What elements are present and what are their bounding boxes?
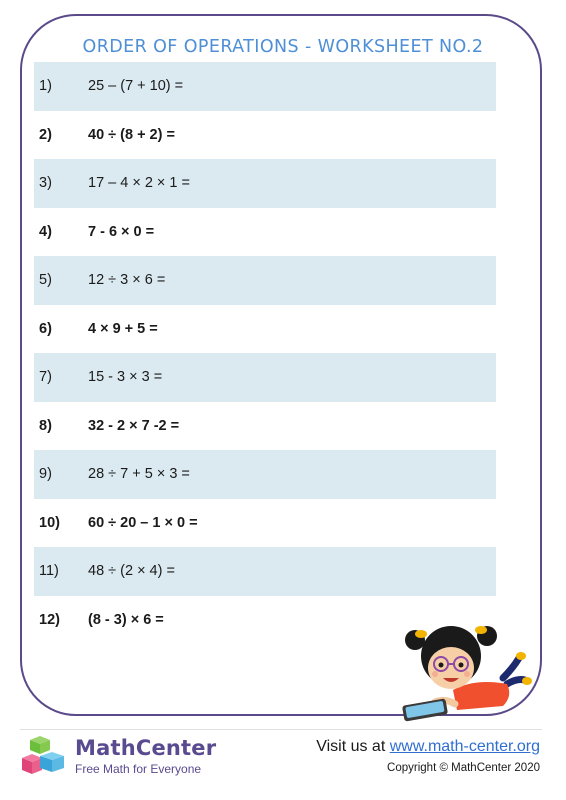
problem-row-2 [34, 111, 496, 160]
problem-number: 10) [39, 514, 60, 531]
problem-number: 2) [39, 126, 52, 143]
visit-line [316, 738, 540, 756]
problem-expression: 40 ÷ (8 + 2) = [88, 126, 175, 143]
problem-number: 1) [39, 78, 52, 95]
brand-tagline: Free Math for Everyone [75, 762, 202, 776]
problem-expression: 7 - 6 × 0 = [88, 223, 155, 240]
problem-expression: (8 - 3) × 6 = [88, 611, 164, 628]
problem-row-7 [34, 353, 496, 402]
problem-number: 3) [39, 175, 52, 192]
problem-row-5 [34, 256, 496, 305]
problem-expression: 48 ÷ (2 × 4) = [88, 563, 175, 580]
problem-row-10 [34, 499, 496, 548]
problem-number: 7) [39, 369, 52, 386]
problem-expression: 60 ÷ 20 – 1 × 0 = [88, 514, 198, 531]
problem-row-6 [34, 305, 496, 354]
problem-expression: 15 - 3 × 3 = [88, 369, 163, 386]
problem-number: 11) [39, 563, 59, 580]
problem-row-4 [34, 208, 496, 257]
problem-number: 4) [39, 223, 52, 240]
problem-expression: 12 ÷ 3 × 6 = [88, 272, 166, 289]
footer-divider [20, 729, 542, 730]
mathcenter-logo-icon [22, 734, 66, 776]
problem-row-3 [34, 159, 496, 208]
problem-number: 6) [39, 320, 52, 337]
problem-row-11 [34, 547, 496, 596]
worksheet-title: ORDER OF OPERATIONS - WORKSHEET NO.2 [82, 37, 484, 57]
problem-expression: 17 – 4 × 2 × 1 = [88, 175, 190, 192]
girl-with-tablet-illustration [395, 618, 535, 730]
problem-number: 8) [39, 417, 52, 434]
problem-row-1 [34, 62, 496, 111]
problem-row-9 [34, 450, 496, 499]
brand-name: MathCenter [75, 736, 217, 760]
website-link[interactable]: www.math-center.org [389, 738, 540, 755]
problem-row-8 [34, 402, 496, 451]
problem-list [34, 62, 496, 644]
copyright-text: Copyright © MathCenter 2020 [387, 762, 540, 774]
visit-prefix: Visit us at [316, 738, 390, 755]
problem-number: 5) [39, 272, 52, 289]
problem-expression: 25 – (7 + 10) = [88, 78, 184, 95]
problem-number: 12) [39, 611, 60, 628]
problem-number: 9) [39, 466, 52, 483]
problem-expression: 4 × 9 + 5 = [88, 320, 158, 337]
problem-expression: 32 - 2 × 7 -2 = [88, 417, 180, 434]
problem-expression: 28 ÷ 7 + 5 × 3 = [88, 466, 190, 483]
